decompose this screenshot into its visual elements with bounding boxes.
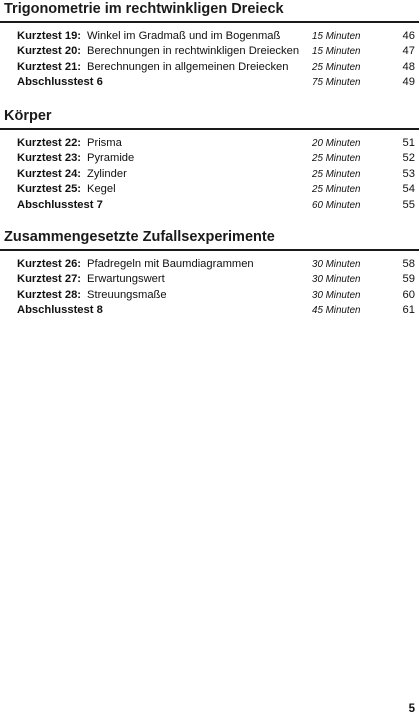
toc-entry[interactable] (0, 151, 419, 167)
entry-duration: 30 Minuten (312, 274, 361, 285)
toc-section-koerper (0, 108, 419, 213)
toc-entry[interactable] (0, 288, 419, 304)
entry-page-number: 48 (402, 60, 415, 73)
entry-label: Kurztest 21: (17, 60, 82, 73)
entry-duration: 15 Minuten (312, 46, 361, 57)
toc-entry[interactable] (0, 75, 419, 91)
page-number: 5 (408, 703, 415, 715)
toc-entry[interactable] (0, 272, 419, 288)
entry-page-number: 53 (402, 167, 415, 180)
toc-section-trigonometrie (0, 1, 419, 91)
entry-label: Abschlusstest 7 (17, 198, 103, 211)
section-divider (0, 21, 419, 23)
toc-section-zufallsexperimente (0, 229, 419, 319)
entry-page-number: 52 (402, 152, 415, 164)
section-heading: Körper (4, 108, 52, 124)
entry-topic: Pfadregeln mit Baumdiagrammen (87, 257, 254, 270)
entry-page-number: 49 (402, 76, 415, 88)
section-divider (0, 249, 419, 251)
section-heading: Zusammengesetzte Zufallsexperimente (4, 229, 275, 245)
entry-duration: 20 Minuten (312, 137, 361, 149)
entry-label: Kurztest 25: (17, 183, 82, 195)
toc-entry[interactable] (0, 60, 419, 76)
entry-topic: Zylinder (87, 167, 127, 180)
entry-label: Kurztest 24: (17, 167, 82, 180)
entry-duration: 45 Minuten (312, 305, 361, 316)
entry-label: Kurztest 23: (17, 152, 82, 164)
entry-label: Kurztest 27: (17, 273, 82, 285)
entry-topic: Winkel im Gradmaß und im Bogenmaß (87, 29, 281, 42)
entry-label: Abschlusstest 6 (17, 76, 103, 88)
entry-duration: 15 Minuten (312, 30, 361, 42)
entry-duration: 25 Minuten (312, 168, 361, 180)
entry-page-number: 46 (402, 29, 415, 42)
entry-duration: 60 Minuten (312, 199, 361, 211)
entry-duration: 25 Minuten (312, 61, 361, 73)
entry-topic: Berechnungen in allgemeinen Dreiecken (87, 60, 289, 73)
entry-page-number: 60 (402, 288, 415, 301)
entry-page-number: 47 (402, 45, 415, 57)
entry-topic: Berechnungen in rechtwinkligen Dreiecken (87, 45, 300, 57)
entry-label: Kurztest 22: (17, 136, 82, 149)
toc-entry[interactable] (0, 303, 419, 319)
toc-entry[interactable] (0, 198, 419, 214)
entry-duration: 25 Minuten (312, 153, 361, 164)
entry-topic: Streuungsmaße (87, 288, 167, 301)
toc-entry[interactable] (0, 167, 419, 183)
section-divider (0, 128, 419, 130)
entry-label: Kurztest 28: (17, 288, 82, 301)
entry-page-number: 61 (402, 304, 415, 316)
entry-page-number: 54 (402, 183, 415, 195)
toc-entry[interactable] (0, 29, 419, 45)
toc-entry[interactable] (0, 182, 419, 198)
entry-duration: 75 Minuten (312, 77, 361, 88)
entry-label: Kurztest 20: (17, 45, 82, 57)
entry-page-number: 58 (402, 257, 415, 270)
toc-entry[interactable] (0, 44, 419, 60)
entry-topic: Prisma (87, 136, 122, 149)
entry-topic: Kegel (87, 183, 116, 195)
toc-entry[interactable] (0, 136, 419, 152)
entry-page-number: 59 (402, 273, 415, 285)
entry-label: Kurztest 19: (17, 29, 82, 42)
entry-duration: 30 Minuten (312, 258, 361, 270)
entry-duration: 25 Minuten (312, 184, 361, 195)
entry-page-number: 51 (402, 136, 415, 149)
entry-topic: Erwartungswert (87, 273, 165, 285)
entry-duration: 30 Minuten (312, 289, 361, 301)
entry-page-number: 55 (402, 198, 415, 211)
entry-topic: Pyramide (87, 152, 135, 164)
entry-label: Kurztest 26: (17, 257, 82, 270)
toc-entry[interactable] (0, 257, 419, 273)
section-heading: Trigonometrie im rechtwinkligen Dreieck (4, 1, 284, 17)
entry-label: Abschlusstest 8 (17, 304, 103, 316)
